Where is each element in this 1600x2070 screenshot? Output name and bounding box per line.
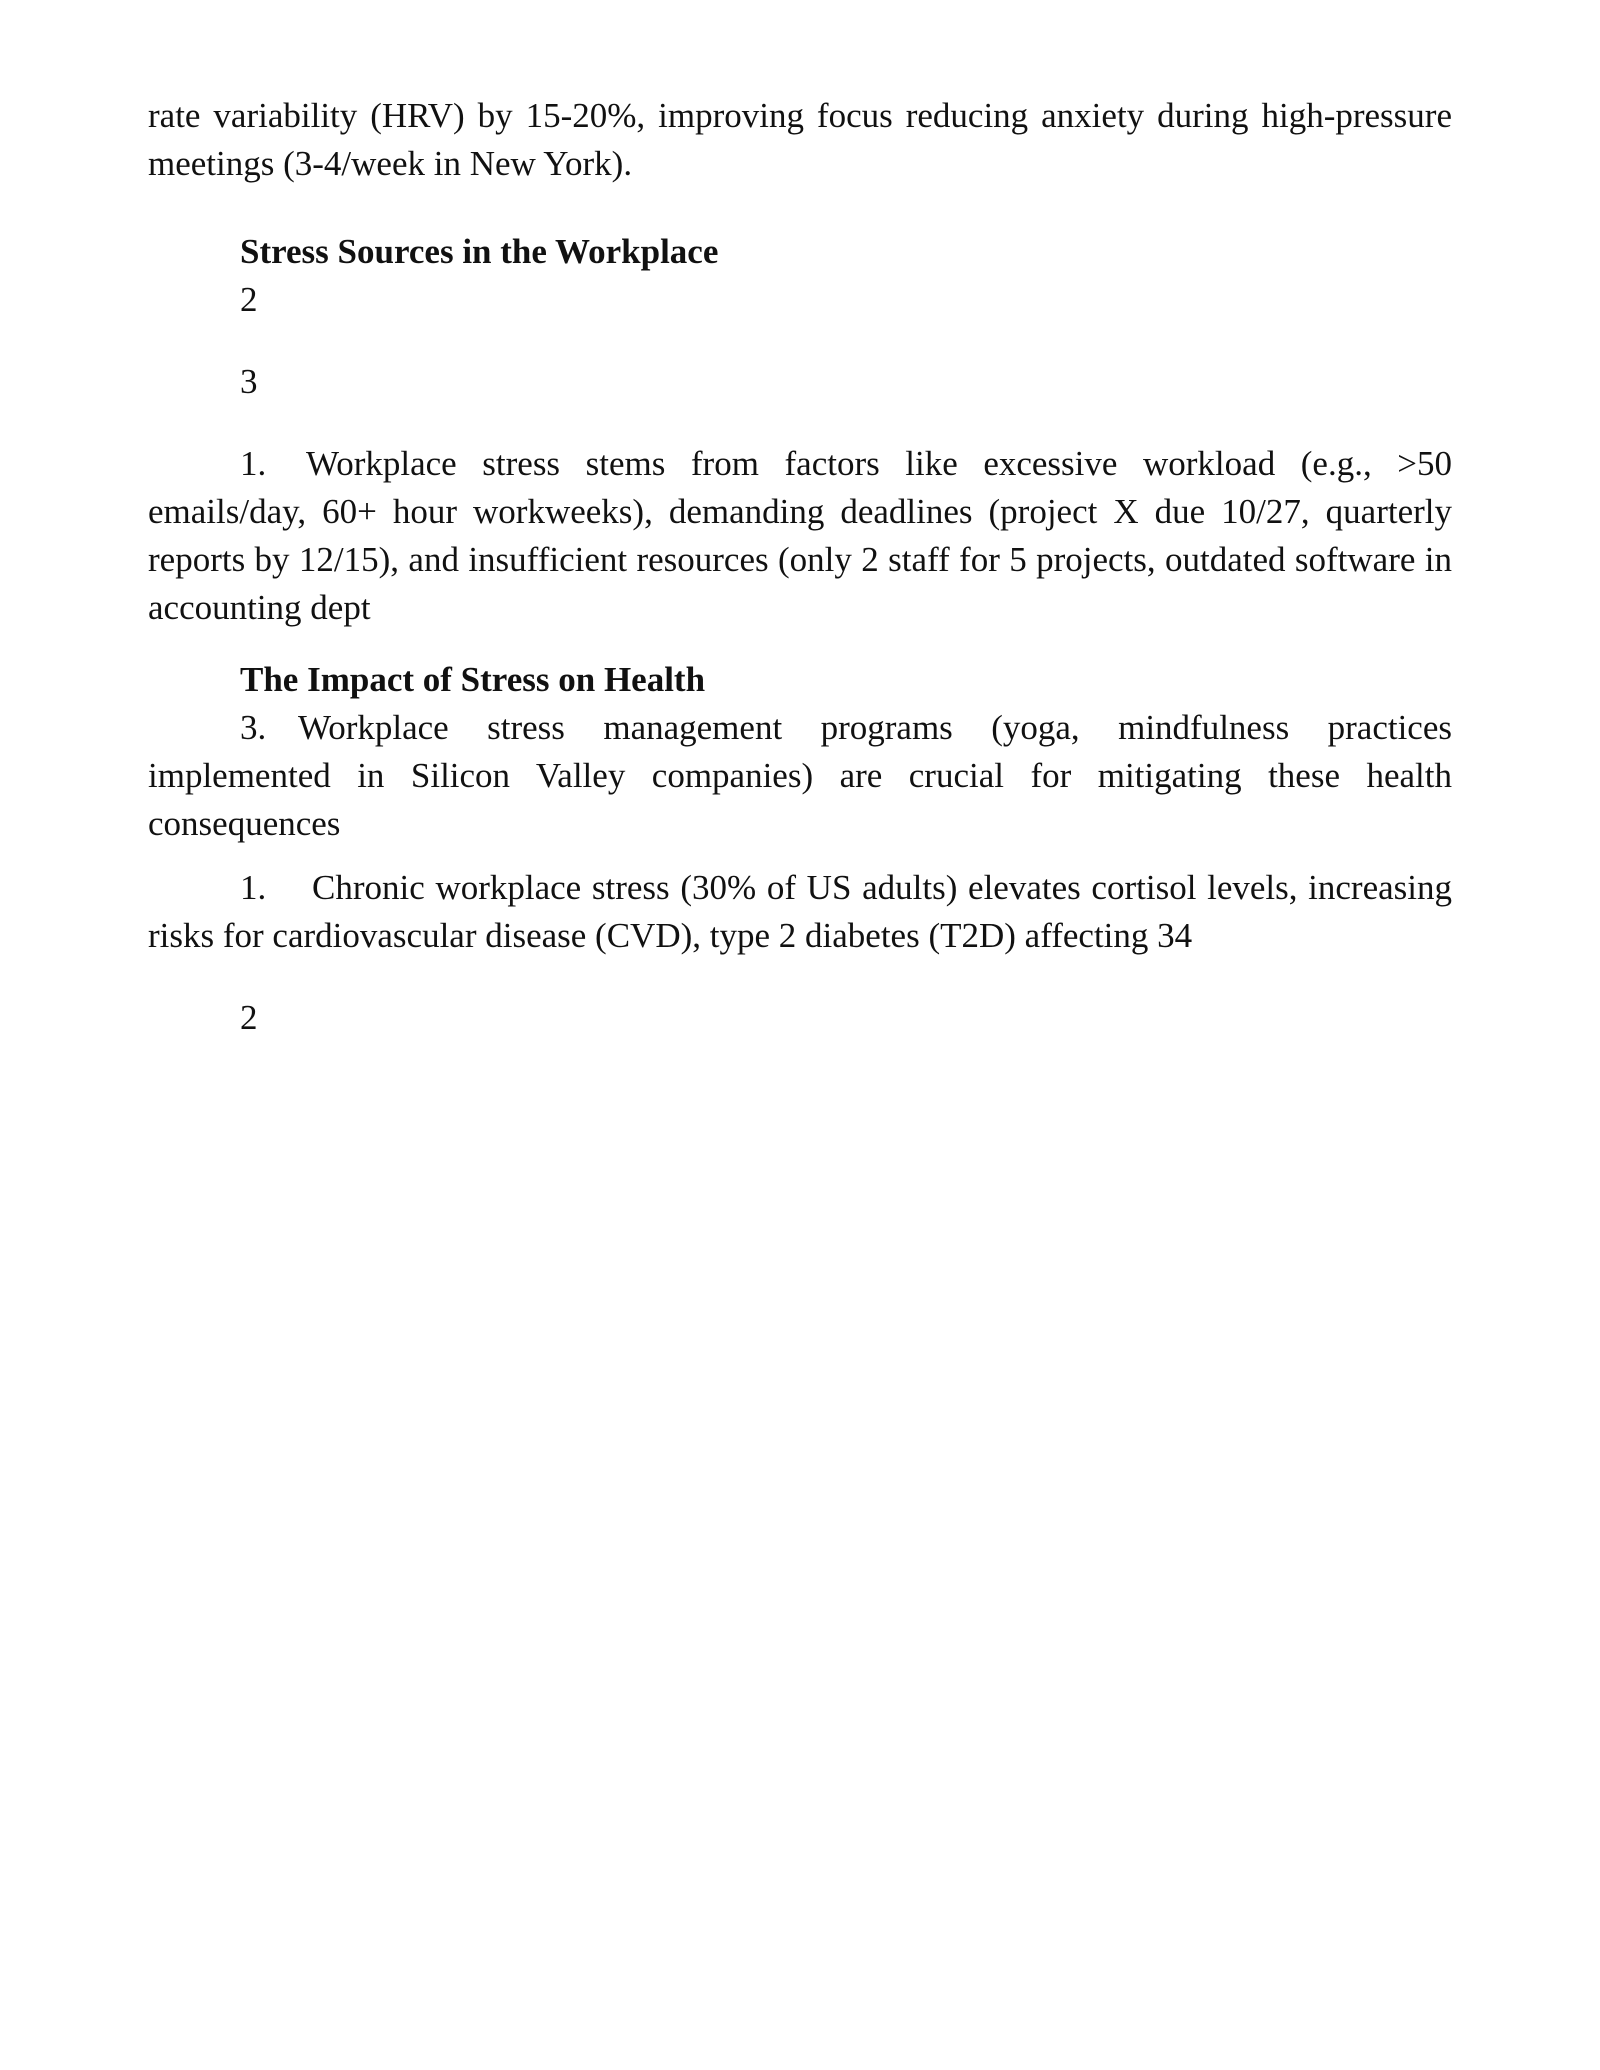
list-number: 1. [240, 868, 267, 907]
intro-paragraph: rate variability (HRV) by 15-20%, improving focus reducing anxiety during high-pressure meetings (3-4/week in New York). [148, 96, 1452, 183]
workload-paragraph [148, 440, 1452, 632]
chronic-stress-text: Chronic workplace stress (30% of US adults) elevates cortisol levels, increasing risks for cardiovascular disease (CVD), type 2 diabetes (T2D) affecting 34 [148, 868, 1452, 955]
section-number-a: 2 [240, 280, 258, 319]
trailing-number: 2 [240, 998, 258, 1037]
programs-text: Workplace stress management programs (yoga, mindfulness practices implemented in Silicon Valley companies) are crucial for mitigating these health consequences [148, 708, 1452, 843]
list-number: 1. [240, 444, 267, 483]
section-number-b: 3 [240, 362, 258, 401]
section-heading-stress-sources: Stress Sources in the Workplace [240, 232, 719, 271]
section-heading-health-impact: The Impact of Stress on Health [240, 660, 706, 699]
document-page [148, 92, 1452, 1042]
chronic-stress-paragraph [148, 864, 1452, 960]
programs-paragraph [148, 704, 1452, 848]
workload-text: Workplace stress stems from factors like excessive workload (e.g., >50 emails/day, 60+ hour workweeks), demanding deadlines (project X due 10/27, quarterly reports by 12/15), and insufficient resources (only 2 staff for 5 projects, outdated software in accounting dept [148, 444, 1452, 627]
list-number: 3. [240, 708, 267, 747]
